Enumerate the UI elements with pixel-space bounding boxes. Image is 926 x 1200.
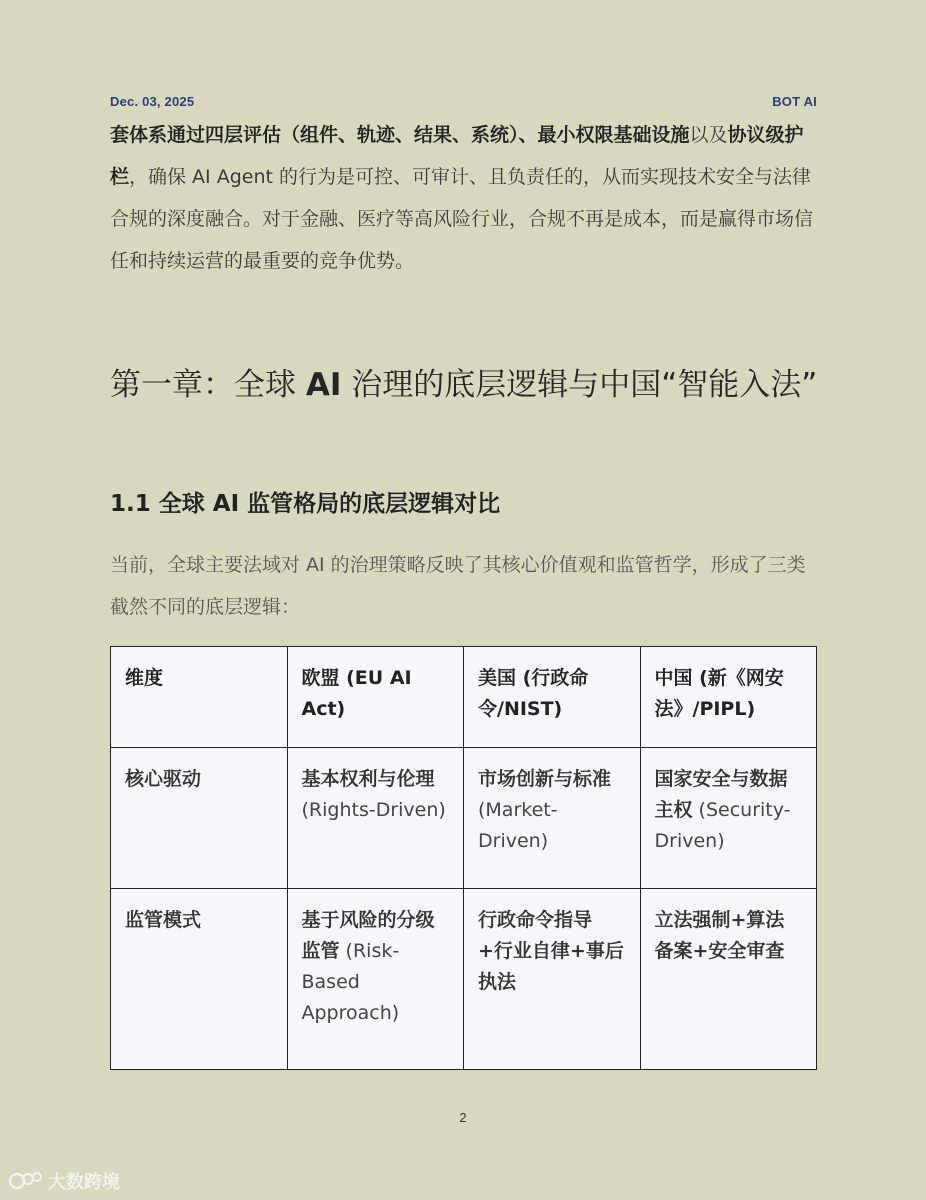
table-row [111,748,817,889]
section-title: 1.1 全球 AI 监管格局的底层逻辑对比 [110,491,501,517]
header-brand: BOT AI [772,94,817,109]
intro-bold-2: 协议级护栏 [110,124,804,188]
intro-paragraph [110,114,818,282]
intro-text-2: ，确保 AI Agent 的行为是可控、可审计、且负责任的，从而实现技术安全与法律合规的深度融合。对于金融、医疗等高风险行业，合规不再是成本，而是赢得市场信任和持续运营的最重要的竞争优势。 [110,166,814,272]
table-cell: 基本权利与伦理 (Rights-Driven) [287,748,464,889]
logo-icon [8,1169,44,1193]
table-header-cell: 中国 (新《网安法》/PIPL) [640,647,817,748]
section-paragraph: 当前，全球主要法域对 AI 的治理策略反映了其核心价值观和监管哲学，形成了三类截然不同的底层逻辑： [110,554,806,618]
chapter-title: 第一章：全球 AI 治理的底层逻辑与中国“智能入法” [110,367,818,403]
page-header [110,94,817,109]
watermark [8,1168,120,1194]
intro-bold-1: 套体系通过四层评估（组件、轨迹、结果、系统）、最小权限基础设施 [110,124,690,146]
table-cell: 行政命令指导+行业自律+事后执法 [464,889,641,1070]
table-header-cell: 维度 [111,647,288,748]
watermark-text: 大数跨境 [48,1172,120,1193]
table-header-row [111,647,817,748]
header-date: Dec. 03, 2025 [110,94,195,109]
comparison-table [110,646,817,1070]
table-cell: 国家安全与数据主权 (Security-Driven) [640,748,817,889]
table-row-label: 核心驱动 [111,748,288,889]
table-cell: 立法强制+算法备案+安全审查 [640,889,817,1070]
table-header-cell: 美国 (行政命令/NIST) [464,647,641,748]
intro-text-1: 以及 [689,124,728,146]
table-row-label: 监管模式 [111,889,288,1070]
page-number: 2 [459,1110,467,1125]
table-row [111,889,817,1070]
table-cell: 市场创新与标准 (Market-Driven) [464,748,641,889]
table-header-cell: 欧盟 (EU AI Act) [287,647,464,748]
table-cell: 基于风险的分级监管 (Risk-Based Approach) [287,889,464,1070]
